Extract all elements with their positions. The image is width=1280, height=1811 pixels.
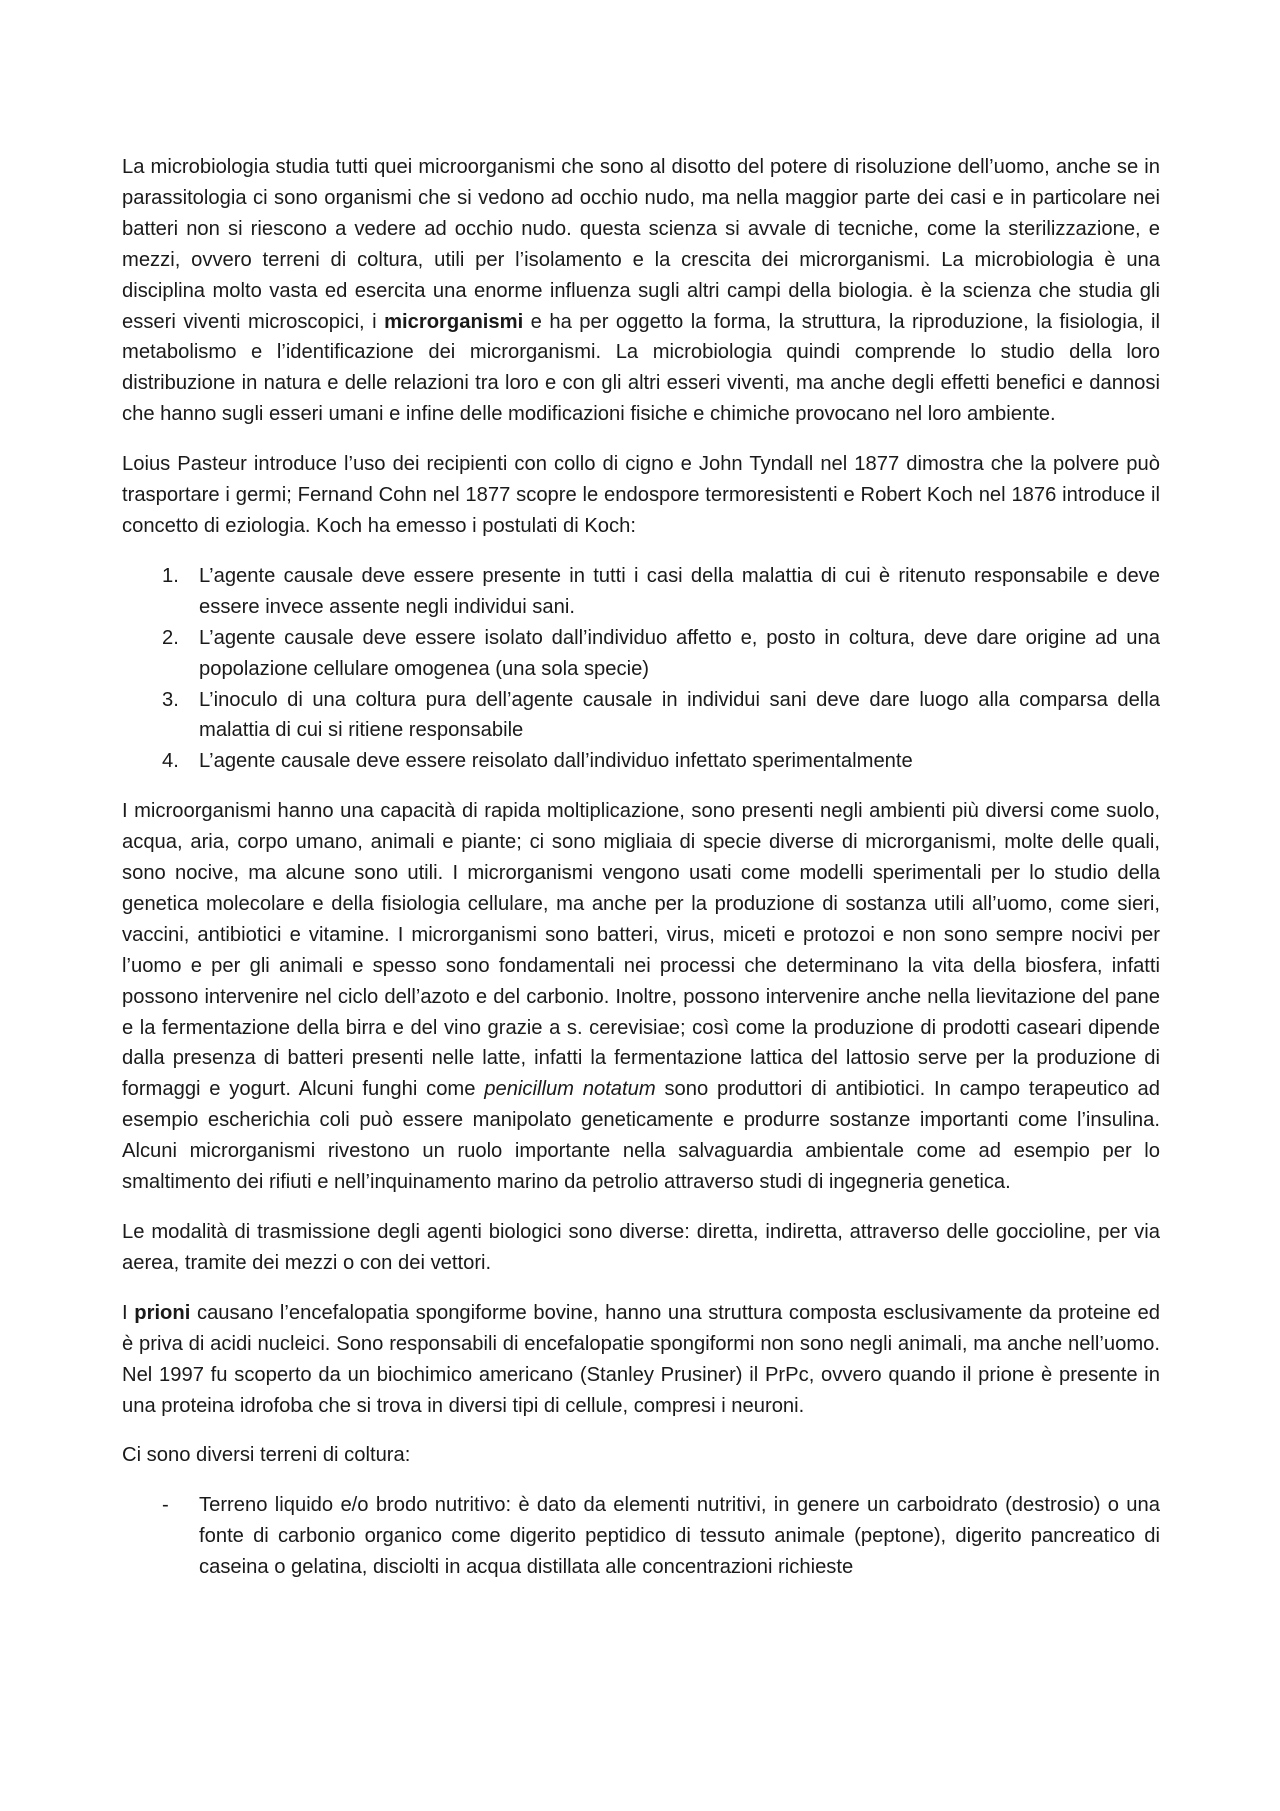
list-item (122, 623, 1160, 685)
text-run: La microbiologia studia tutti quei microorganismi che sono al disotto del potere di risoluzione dell’uomo, anche se in parassitologia ci sono organismi che si vedono ad occhio nudo, ma nella maggior parte dei casi e in particolare nei batteri non si riescono a vedere ad occhio nudo. questa scienza si avvale di tecniche, come la sterilizzazione, e mezzi, ovvero terreni di coltura, utili per l’isolamento e la crescita dei microrganismi. La microbiologia è una disciplina molto vasta ed esercita una enorme influenza sugli altri campi della biologia. è la scienza che studia gli esseri viventi microscopici, i (122, 156, 1160, 333)
list-item-text: Terreno liquido e/o brodo nutritivo: è dato da elementi nutritivi, in genere un carboidrato (destrosio) o una fonte di carbonio organico come digerito peptidico di tessuto animale (peptone), digerito pancreatico di caseina o gelatina, disciolti in acqua distillata alle concentrazioni richieste (199, 1494, 1160, 1579)
paragraph-history: Loius Pasteur introduce l’uso dei recipienti con collo di cigno e John Tyndall nel 1877 dimostra che la polvere può trasportare i germi; Fernand Cohn nel 1877 scopre le endospore termoresistenti e Robert Koch nel 1876 introduce il concetto di eziologia. Koch ha emesso i postulati di Koch: (122, 453, 1160, 537)
bold-term-prioni: prioni (134, 1301, 191, 1324)
paragraph-intro (122, 152, 1160, 430)
text-run: I microorganismi hanno una capacità di rapida moltiplicazione, sono presenti negli ambienti più diversi come suolo, acqua, aria, corpo umano, animali e piante; ci sono migliaia di specie diverse di microrganismi, molte delle quali, sono nocive, ma alcune sono utili. I microrganismi vengono usati come modelli sperimentali per lo studio della genetica molecolare e della fisiologia cellulare, ma anche per la produzione di sostanza utili all’uomo, come sieri, vaccini, antibiotici e vitamine. I microrganismi sono batteri, virus, miceti e protozoi e non sono sempre nocivi per l’uomo e per gli animali e spesso sono fondamentali nei processi che determinano la vita della biosfera, infatti possono intervenire nel ciclo dell’azoto e del carbonio. Inoltre, possono intervenire anche nella lievitazione del pane e la fermentazione della birra e del vino grazie a s. cerevisiae; così come la produzione di prodotti caseari dipende dalla presenza di batteri presenti nelle latte, infatti la fermentazione lattica del lattosio serve per la produzione di formaggi e yogurt. Alcuni funghi come (122, 800, 1160, 1101)
list-item-text: L’inoculo di una coltura pura dell’agente causale in individui sani deve dare luogo alla comparsa della malattia di cui si ritiene responsabile (199, 688, 1160, 742)
koch-postulates-list (122, 561, 1160, 777)
text-run: causano l’encefalopatia spongiforme bovine, hanno una struttura composta esclusivamente da proteine ed è priva di acidi nucleici. Sono responsabili di encefalopatie spongiformi non sono negli animali, ma anche nell’uomo. Nel 1997 fu scoperto da un biochimico americano (Stanley Prusiner) il PrPc, ovvero quando il prione è presente in una proteina idrofoba che si trova in diversi tipi di cellule, compresi i neuroni. (122, 1301, 1160, 1417)
paragraph-culture-media-intro: Ci sono diversi terreni di coltura: (122, 1444, 411, 1467)
list-item-text: L’agente causale deve essere reisolato dall’individuo infettato sperimentalmente (199, 750, 913, 773)
paragraph-microorganisms (122, 796, 1160, 1198)
text-run: sono produttori di antibiotici. In campo terapeutico ad esempio escherichia coli può essere manipolato geneticamente e produrre sostanze importanti come l’insulina. Alcuni microrganismi rivestono un ruolo importante nella salvaguardia ambientale come ad esempio per lo smaltimento dei rifiuti e nell’inquinamento marino da petrolio attraverso studi di ingegneria genetica. (122, 1078, 1160, 1194)
list-item (122, 1490, 1160, 1583)
list-item-text: L’agente causale deve essere presente in tutti i casi della malattia di cui è ritenuto responsabile e deve essere invece assente negli individui sani. (199, 564, 1160, 618)
list-number: 2. (162, 626, 179, 649)
paragraph-transmission: Le modalità di trasmissione degli agenti biologici sono diverse: diretta, indiretta, attraverso delle goccioline, per via aerea, tramite dei mezzi o con dei vettori. (122, 1221, 1160, 1274)
bold-term-microrganismi: microrganismi (384, 310, 524, 333)
list-item (122, 746, 1160, 777)
text-run: I (122, 1301, 135, 1324)
list-number: 1. (162, 564, 179, 587)
list-item (122, 685, 1160, 747)
list-item (122, 561, 1160, 623)
list-number: 3. (162, 688, 179, 711)
culture-media-list (122, 1490, 1160, 1583)
list-item-text: L’agente causale deve essere isolato dall’individuo affetto e, posto in coltura, deve dare origine ad una popolazione cellulare omogenea (una sola specie) (199, 626, 1160, 680)
italic-species-name: penicillum notatum (484, 1078, 656, 1101)
dash-bullet: - (162, 1494, 169, 1517)
text-run: e ha per oggetto la forma, la struttura, la riproduzione, la fisiologia, il metabolismo e l’identificazione dei microrganismi. La microbiologia quindi comprende lo studio della loro distribuzione in natura e delle relazioni tra loro e con gli altri esseri viventi, ma anche degli effetti benefici e dannosi che hanno sugli esseri umani e infine delle modificazioni fisiche e chimiche provocano nel loro ambiente. (122, 310, 1160, 426)
list-number: 4. (162, 750, 179, 773)
paragraph-prions (122, 1298, 1160, 1422)
